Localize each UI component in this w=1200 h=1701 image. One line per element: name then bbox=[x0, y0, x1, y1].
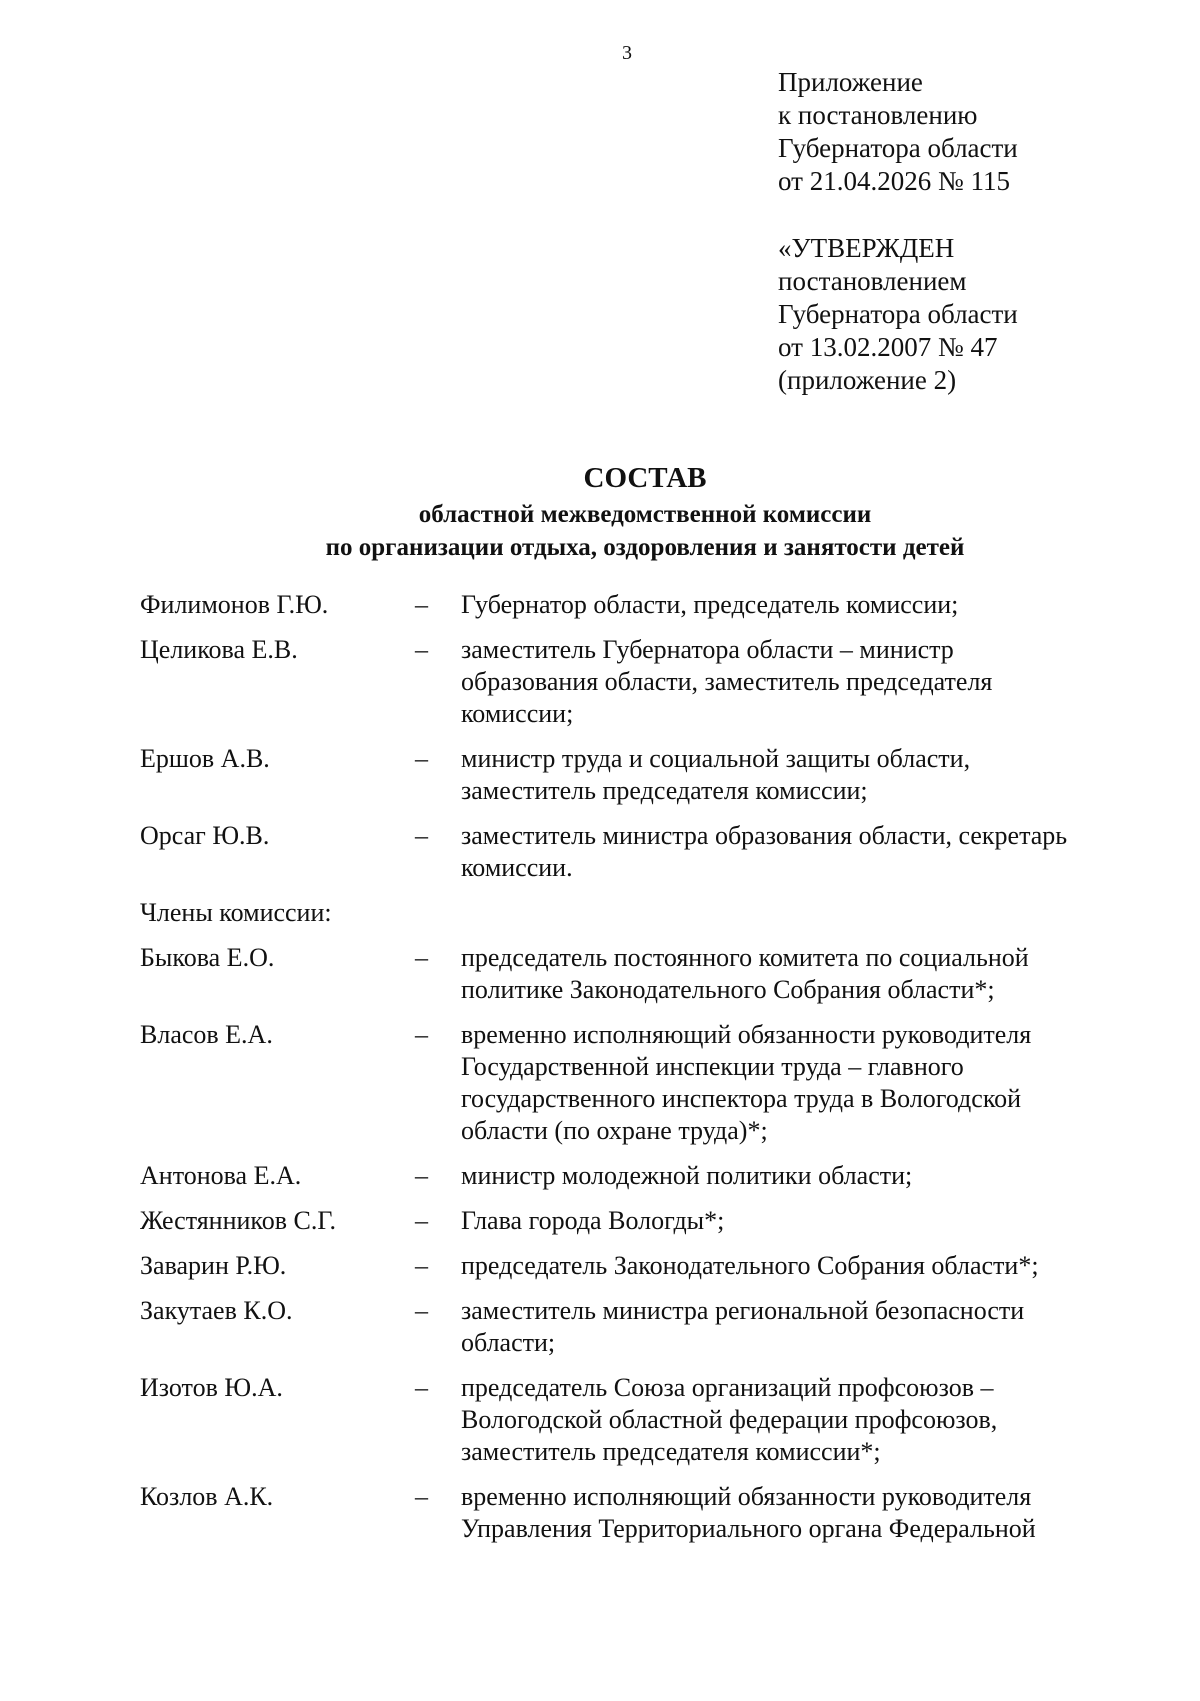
member-role-line: Государственной инспекции труда – главного bbox=[461, 1052, 964, 1081]
member-role-line: председатель постоянного комитета по социальной bbox=[461, 943, 1029, 972]
dash-separator: – bbox=[415, 744, 428, 773]
member-name: Антонова Е.А. bbox=[140, 1161, 302, 1190]
dash-separator: – bbox=[415, 1161, 428, 1190]
member-name: Быкова Е.О. bbox=[140, 943, 275, 972]
dash-separator: – bbox=[415, 1251, 428, 1280]
commission-list bbox=[140, 589, 1140, 1558]
member-role bbox=[461, 743, 1140, 807]
member-role-line: заместитель министра региональной безопасности bbox=[461, 1296, 1025, 1325]
page-number: 3 bbox=[622, 42, 632, 64]
members-list bbox=[140, 942, 1140, 1545]
member-role-line: образования области, заместитель председателя bbox=[461, 667, 993, 696]
member-role bbox=[461, 1481, 1140, 1545]
member-role bbox=[461, 1160, 1140, 1192]
approval-line: Губернатора области bbox=[778, 299, 1018, 329]
member-row bbox=[140, 1205, 1140, 1237]
document-heading bbox=[0, 458, 1200, 564]
dash-separator: – bbox=[415, 590, 428, 619]
member-role-line: временно исполняющий обязанности руководителя bbox=[461, 1020, 1032, 1049]
dash-separator: – bbox=[415, 1206, 428, 1235]
members-label: Члены комиссии: bbox=[140, 898, 332, 927]
member-row bbox=[140, 589, 1140, 621]
member-role-line: Управления Территориального органа Федеральной bbox=[461, 1514, 1036, 1543]
member-role-line: председатель Союза организаций профсоюзов – bbox=[461, 1373, 994, 1402]
leadership-list bbox=[140, 589, 1140, 884]
member-row bbox=[140, 1019, 1140, 1147]
member-role-line: Вологодской областной федерации профсоюзов, bbox=[461, 1405, 998, 1434]
member-role-line: временно исполняющий обязанности руководителя bbox=[461, 1482, 1032, 1511]
member-role-line: Глава города Вологды*; bbox=[461, 1206, 725, 1235]
member-row bbox=[140, 820, 1140, 884]
dash-separator: – bbox=[415, 1020, 428, 1049]
member-role-line: области (по охране труда)*; bbox=[461, 1116, 768, 1145]
member-role-line: заместитель председателя комиссии; bbox=[461, 776, 868, 805]
dash-separator: – bbox=[415, 1296, 428, 1325]
member-role bbox=[461, 1205, 1140, 1237]
member-role bbox=[461, 1019, 1140, 1147]
heading-subtitle-line: по организации отдыха, оздоровления и занятости детей bbox=[325, 534, 965, 561]
member-name: Целикова Е.В. bbox=[140, 635, 298, 664]
member-role-line: комиссии. bbox=[461, 853, 573, 882]
member-name: Власов Е.А. bbox=[140, 1020, 273, 1049]
member-role-line: комиссии; bbox=[461, 699, 574, 728]
member-role-line: заместитель председателя комиссии*; bbox=[461, 1437, 881, 1466]
approval-line: от 13.02.2007 № 47 bbox=[778, 332, 998, 362]
member-role bbox=[461, 1295, 1140, 1359]
appendix-line: Губернатора области bbox=[778, 133, 1018, 163]
approval-stamp-block bbox=[778, 232, 1018, 397]
member-role-line: политике Законодательного Собрания области*; bbox=[461, 975, 995, 1004]
member-row bbox=[140, 942, 1140, 1006]
member-row bbox=[140, 1295, 1140, 1359]
approval-line: постановлением bbox=[778, 266, 967, 296]
member-row bbox=[140, 1250, 1140, 1282]
dash-separator: – bbox=[415, 1482, 428, 1511]
heading-title: СОСТАВ bbox=[583, 462, 707, 494]
appendix-block bbox=[778, 66, 1018, 198]
member-name: Козлов А.К. bbox=[140, 1482, 274, 1511]
member-row bbox=[140, 1160, 1140, 1192]
dash-separator: – bbox=[415, 635, 428, 664]
member-role-line: государственного инспектора труда в Вологодской bbox=[461, 1084, 1022, 1113]
member-name: Закутаев К.О. bbox=[140, 1296, 293, 1325]
member-row bbox=[140, 743, 1140, 807]
member-name: Жестянников С.Г. bbox=[140, 1206, 336, 1235]
member-row bbox=[140, 1481, 1140, 1545]
member-role-line: председатель Законодательного Собрания области*; bbox=[461, 1251, 1039, 1280]
dash-separator: – bbox=[415, 943, 428, 972]
member-row bbox=[140, 634, 1140, 730]
member-role-line: заместитель министра образования области, секретарь bbox=[461, 821, 1068, 850]
appendix-line: Приложение bbox=[778, 67, 923, 97]
approval-line: «УТВЕРЖДЕН bbox=[778, 233, 955, 263]
member-name: Заварин Р.Ю. bbox=[140, 1251, 287, 1280]
member-role bbox=[461, 820, 1140, 884]
member-role-line: области; bbox=[461, 1328, 556, 1357]
member-role-line: Губернатор области, председатель комиссии; bbox=[461, 590, 959, 619]
member-name: Изотов Ю.А. bbox=[140, 1373, 283, 1402]
member-role-line: министр труда и социальной защиты области, bbox=[461, 744, 971, 773]
member-role bbox=[461, 589, 1140, 621]
appendix-line: от 21.04.2026 № 115 bbox=[778, 166, 1010, 196]
member-role-line: министр молодежной политики области; bbox=[461, 1161, 913, 1190]
appendix-line: к постановлению bbox=[778, 100, 978, 130]
member-role-line: заместитель Губернатора области – министр bbox=[461, 635, 954, 664]
dash-separator: – bbox=[415, 1373, 428, 1402]
member-role bbox=[461, 1372, 1140, 1468]
member-role bbox=[461, 634, 1140, 730]
member-role bbox=[461, 942, 1140, 1006]
dash-separator: – bbox=[415, 821, 428, 850]
member-row bbox=[140, 1372, 1140, 1468]
heading-subtitle-line: областной межведомственной комиссии bbox=[418, 501, 872, 528]
member-name: Ершов А.В. bbox=[140, 744, 270, 773]
member-name: Орсаг Ю.В. bbox=[140, 821, 270, 850]
member-role bbox=[461, 1250, 1140, 1282]
approval-line: (приложение 2) bbox=[778, 365, 957, 395]
member-name: Филимонов Г.Ю. bbox=[140, 590, 329, 619]
